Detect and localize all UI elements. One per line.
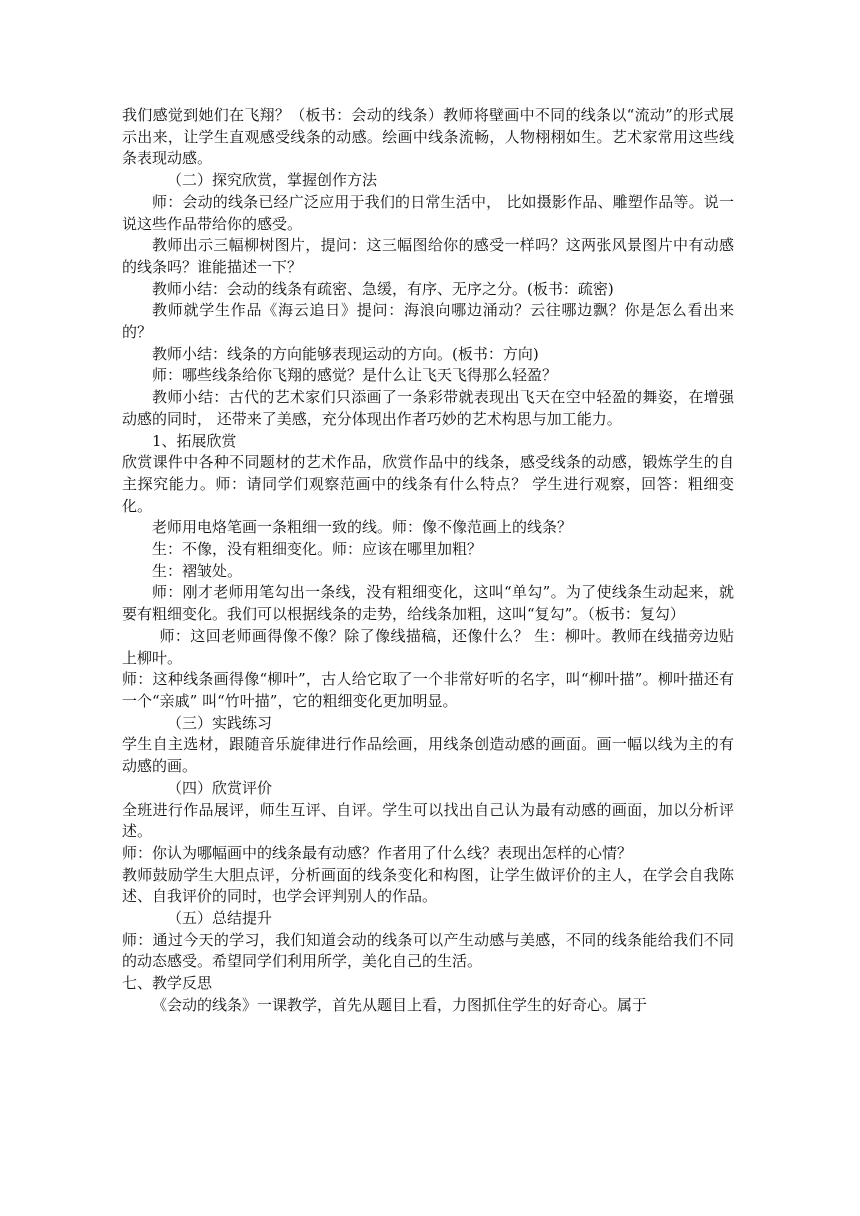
paragraph: 师：刚才老师用笔勾出一条线，没有粗细变化，这叫“单勾”。为了使线条生动起来，就要有粗细变化。我们可以根据线条的走势，给线条加粗，这叫“复勾”。（板书：复勾）	[122, 583, 734, 624]
paragraph: 师：通过今天的学习，我们知道会动的线条可以产生动感与美感，不同的线条能给我们不同的动态感受。希望同学们利用所学，美化自己的生活。	[122, 930, 734, 971]
paragraph: 我们感觉到她们在飞翔？（板书：会动的线条）教师将壁画中不同的线条以“流动”的形式展示出来，让学生直观感受线条的动感。绘画中线条流畅，人物栩栩如生。艺术家常用这些线条表现动感。	[122, 106, 734, 168]
paragraph: 师：会动的线条已经广泛应用于我们的日常生活中， 比如摄影作品、雕塑作品等。说一说这些作品带给你的感受。	[122, 192, 734, 233]
paragraph: 《会动的线条》一课教学，首先从题目上看，力图抓住学生的好奇心。属于	[152, 995, 648, 1014]
section-heading: （四）欣赏评价	[167, 778, 273, 797]
paragraph: 师：你认为哪幅画中的线条最有动感？作者用了什么线？表现出怎样的心情？	[122, 843, 633, 862]
paragraph: 学生自主选材，跟随音乐旋律进行作品绘画，用线条创造动感的画面。画一幅以线为主的有动感的画。	[122, 735, 734, 776]
paragraph: 教师就学生作品《海云追日》提问：海浪向哪边涌动？云往哪边飘？你是怎么看出来的？	[122, 301, 734, 342]
paragraph: 生：不像，没有粗细变化。师：应该在哪里加粗？	[152, 540, 483, 559]
paragraph: 教师小结：古代的艺术家们只添画了一条彩带就表现出飞天在空中轻盈的舞姿，在增强动感的同时， 还带来了美感，充分体现出作者巧妙的艺术构思与加工能力。	[122, 388, 734, 428]
document-body	[122, 105, 734, 1017]
paragraph: 全班进行作品展评，师生互评、自评。学生可以找出自己认为最有动感的画面，加以分析评述。	[122, 800, 734, 841]
paragraph: 老师用电烙笔画一条粗细一致的线。师：像不像范画上的线条？	[152, 518, 573, 537]
paragraph: 教师小结：会动的线条有疏密、急缓，有序、无序之分。(板书：疏密)	[152, 279, 614, 298]
paragraph: 欣赏课件中各种不同题材的艺术作品，欣赏作品中的线条，感受线条的动感，锻炼学生的自主探究能力。师：请同学们观察范画中的线条有什么特点？ 学生进行观察，回答：粗细变化。	[122, 453, 734, 515]
paragraph: 师：哪些线条给你飞翔的感觉？是什么让飞天飞得那么轻盈？	[152, 366, 558, 385]
chapter-heading: 七、教学反思	[122, 974, 213, 993]
section-heading: （三）实践练习	[167, 713, 273, 732]
paragraph: 生：褶皱处。	[152, 561, 243, 580]
section-heading: （五）总结提升	[167, 909, 273, 928]
section-heading: （二）探究欣赏，掌握创作方法	[167, 171, 378, 190]
section-heading: 1、拓展欣赏	[152, 431, 237, 450]
paragraph: 教师出示三幅柳树图片，提问：这三幅图给你的感受一样吗？这两张风景图片中有动感的线条吗？谁能描述一下？	[122, 236, 734, 276]
paragraph: 师：这回老师画得像不像？除了像线描稿，还像什么？ 生：柳叶。教师在线描旁边贴上柳叶。	[122, 626, 734, 667]
paragraph: 教师鼓励学生大胆点评，分析画面的线条变化和构图，让学生做评价的主人，在学会自我陈述、自我评价的同时，也学会评判别人的作品。	[122, 865, 734, 906]
paragraph: 教师小结：线条的方向能够表现运动的方向。(板书：方向)	[152, 344, 539, 363]
paragraph: 师：这种线条画得像“柳叶”，古人给它取了一个非常好听的名字，叫“柳叶描”。柳叶描还有一个“亲戚” 叫“竹叶描”，它的粗细变化更加明显。	[122, 670, 734, 710]
